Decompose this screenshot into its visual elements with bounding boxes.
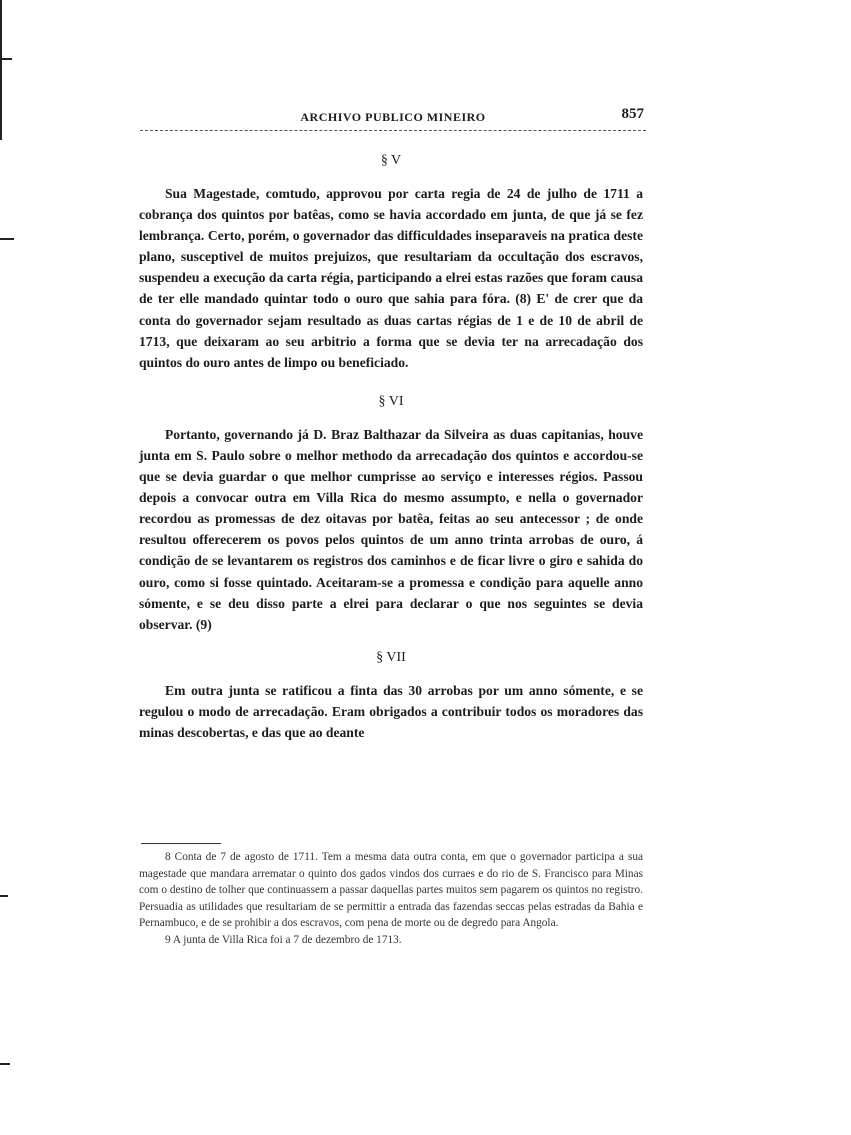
section-paragraph: Em outra junta se ratificou a finta das 30 arrobas por um anno sómente, e se regulou o modo de arrecadação. Eram obrigados a contribuir todos os moradores das minas descobertas, e das que ao deante	[139, 682, 643, 740]
page-header	[140, 106, 646, 126]
binding-mark	[0, 238, 14, 240]
header-rule	[140, 130, 646, 131]
section-paragraph: Sua Magestade, comtudo, approvou por carta regia de 24 de julho de 1711 a cobrança dos quintos por batêas, como se havia accordado em junta, de que já se fez lembrança. Certo, porém, o governador das difficuldades inseparaveis na pratica deste plano, susceptivel de muitos prejuizos, que resultariam da occultação dos escravos, suspendeu a execução da carta régia, participando a elrei estas razões que foram causa de ter elle mandado quintar todo o ouro que sahia para fóra. (8) E' de crer que da conta do governador sejam resultado as duas cartas régias de 1 e de 10 de abril de 1713, que deixaram ao seu arbitrio a forma que se devia ter na arrecadação dos quintos do ouro antes de limpo ou beneficiado.	[139, 186, 643, 370]
page-number: 857	[621, 106, 644, 122]
binding-mark	[0, 895, 8, 897]
footnotes	[139, 849, 643, 949]
section-paragraph: Portanto, governando já D. Braz Balthazar da Silveira as duas capitanias, houve junta em S. Paulo sobre o melhor methodo da arrecadação dos quintos e accordou-se que se devia guardar o que melhor cumprisse ao serviço e interesses régios. Passou depois a convocar outra em Villa Rica do mesmo assumpto, e nella o governador recordou as promessas de dez oitavas por batêa, feitas ao seu antecessor ; de onde resultou offerecerem os povos pelos quintos de um anno trinta arrobas de ouro, á condição de se levantarem os registros dos caminhos e de ficar livre o giro e sahida do ouro, como si fosse quintado. Aceitaram-se a promessa e condição para aquelle anno sómente, e se deu disso parte a elrei para declarar o que nos seguintes se devia observar. (9)	[139, 426, 643, 632]
section-heading: § V	[380, 153, 402, 168]
binding-mark	[0, 1063, 10, 1065]
main-text	[139, 150, 643, 743]
footnote: 9 A junta de Villa Rica foi a 7 de dezembro de 1713.	[165, 933, 402, 946]
footnote-rule	[141, 843, 221, 844]
running-title: ARCHIVO PUBLICO MINEIRO	[300, 110, 486, 124]
binding-mark	[0, 0, 2, 140]
footnote: 8 Conta de 7 de agosto de 1711. Tem a mesma data outra conta, em que o governador participa a sua magestade que mandara arrematar o quinto dos gados vindos dos curraes e do rio de S. Francisco para Minas com o destino de tolher que continuassem a passar daquellas partes muitos sem pagarem os quintos no registro. Persuadia as utilidades que resultariam de se permittir a entrada das fazendas seccas pelas estradas da Bahia e Pernambuco, e de se prohibir a dos escravos, com pena de morte ou de degredo para Angola.	[139, 851, 643, 930]
section-heading: § VI	[378, 393, 404, 409]
section-heading: § VII	[376, 649, 406, 665]
binding-mark	[0, 58, 12, 60]
